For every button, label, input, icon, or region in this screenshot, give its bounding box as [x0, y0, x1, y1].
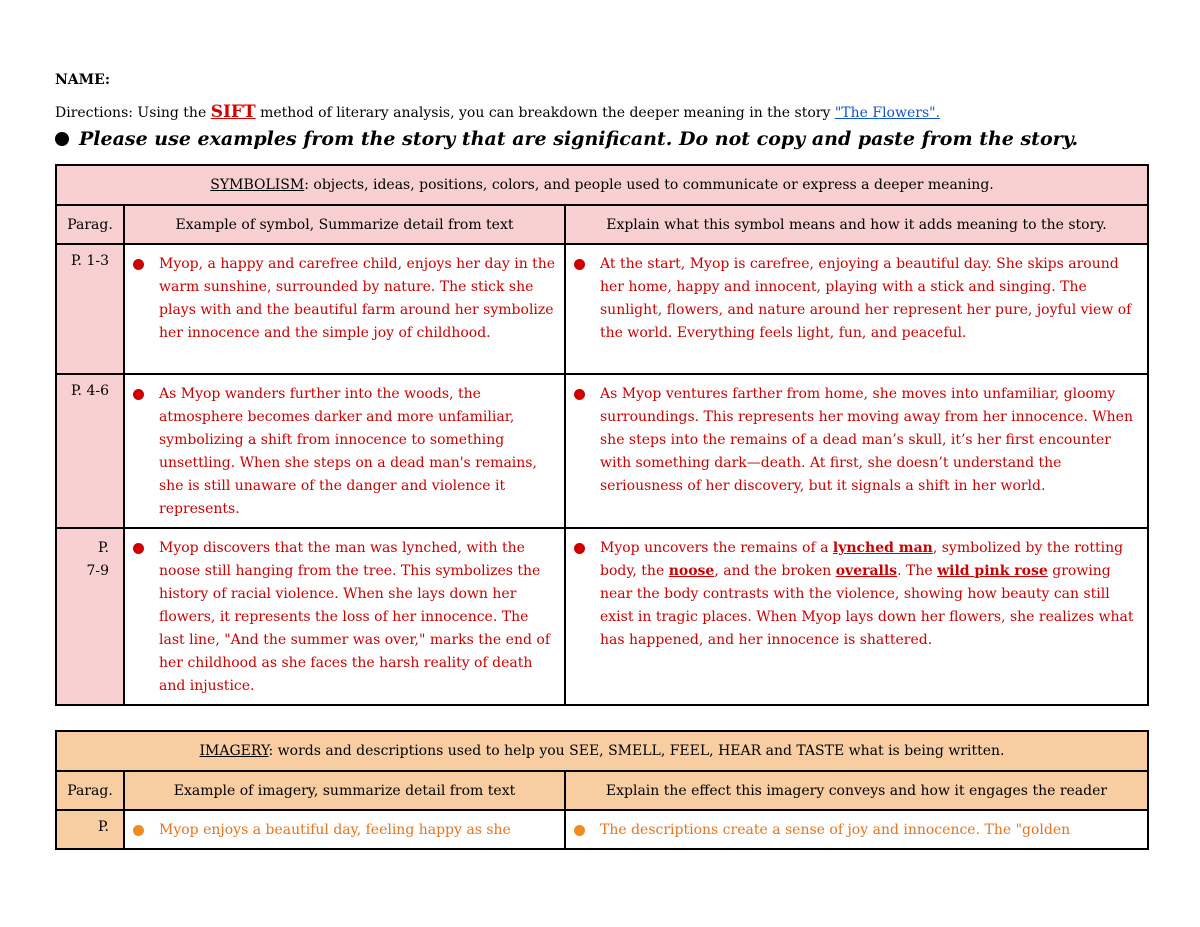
parag-line-2: 7-9: [86, 563, 109, 579]
explain-text: As Myop ventures farther from home, she moves into unfamiliar, gloomy surroundings. This represents her moving away from her innocence. When she steps into the remains of a dead man’s skull, it’s her first encounter with something dark—death. At first, she doesn’t understand the seriousness of her discovery, but it signals a shift in her world.: [600, 386, 1133, 494]
table-row: [56, 244, 1148, 374]
keyword-noose: noose: [668, 563, 715, 579]
example-text: As Myop wanders further into the woods, the atmosphere becomes darker and more unfamiliar, symbolizing a shift from innocence to something unsettling. When she steps on a dead man's remains, she is still unaware of the danger and violence it represents.: [159, 386, 537, 517]
explain-fragment: growing near the body contrasts with the violence, showing how beauty can still exist in tragic places. When Myop lays down her flowers, she realizes what has happened, and her innocence is shattered.: [600, 563, 1134, 648]
col-parag: Parag.: [56, 771, 124, 810]
imagery-header: [56, 731, 1148, 771]
bullet-icon: [574, 543, 585, 554]
bullet-icon: [133, 825, 144, 836]
col-example: Example of imagery, summarize detail from text: [124, 771, 565, 810]
story-title-link[interactable]: "The Flowers".: [834, 105, 941, 121]
example-text: Myop, a happy and carefree child, enjoys her day in the warm sunshine, surrounded by nature. The stick she plays with and the beautiful farm around her symbolize her innocence and the simple joy of childhood.: [159, 256, 556, 341]
emphasis-text: Please use examples from the story that are significant. Do not copy and paste from the story.: [79, 128, 1079, 150]
col-explain: Explain what this symbol means and how it adds meaning to the story.: [565, 205, 1148, 244]
explain-cell[interactable]: [565, 528, 1148, 705]
example-text: Myop discovers that the man was lynched, with the noose still hanging from the tree. This symbolizes the history of racial violence. When she lays down her flowers, it represents the loss of her innocence. The last line, "And the summer was over," marks the end of her childhood as she faces the harsh reality of death and injustice.: [159, 540, 550, 694]
directions-text-start: Directions: Using the: [55, 105, 211, 121]
table-row: [56, 374, 1148, 528]
explain-fragment: Myop uncovers the remains of a: [600, 540, 833, 556]
emphasis-note: [55, 128, 1147, 150]
parag-cell: [56, 528, 124, 705]
example-cell[interactable]: [124, 244, 565, 374]
explain-text: At the start, Myop is carefree, enjoying a beautiful day. She skips around her home, happy and innocent, playing with a stick and singing. The sunlight, flowers, and nature around her represent her pure, joyful view of the world. Everything feels light, fun, and peaceful.: [600, 256, 1132, 341]
table-spacer: [55, 706, 1147, 730]
symbolism-table: [55, 164, 1149, 706]
keyword-wild-pink-rose: wild pink rose: [937, 563, 1048, 579]
col-explain: Explain the effect this imagery conveys and how it engages the reader: [565, 771, 1148, 810]
symbolism-term: SYMBOLISM: [210, 177, 305, 193]
parag-cell: P. 4-6: [56, 374, 124, 528]
explain-cell[interactable]: [565, 810, 1148, 849]
parag-line-1: P.: [97, 540, 109, 556]
symbolism-header: [56, 165, 1148, 205]
bullet-icon: [133, 389, 144, 400]
explain-cell[interactable]: [565, 374, 1148, 528]
explain-fragment: . The: [897, 563, 938, 579]
example-cell[interactable]: [124, 374, 565, 528]
bullet-icon: [133, 259, 144, 270]
col-example: Example of symbol, Summarize detail from text: [124, 205, 565, 244]
example-cell[interactable]: [124, 528, 565, 705]
name-label: NAME:: [55, 72, 110, 88]
explain-fragment: , symbolized by the rotting body, the: [600, 540, 1124, 579]
explain-fragment: , and the broken: [714, 563, 836, 579]
explain-text: The descriptions create a sense of joy and innocence. The "golden: [600, 822, 1071, 838]
table-row: [56, 810, 1148, 849]
imagery-table: [55, 730, 1149, 850]
parag-cell: P. 1-3: [56, 244, 124, 374]
example-cell[interactable]: [124, 810, 565, 849]
table-row: [56, 528, 1148, 705]
explain-text: [600, 537, 1139, 652]
bullet-icon: [133, 543, 144, 554]
directions: [55, 102, 1147, 122]
keyword-lynched-man: lynched man: [832, 540, 933, 556]
example-text: Myop enjoys a beautiful day, feeling happy as she: [159, 822, 511, 838]
bullet-icon: [55, 132, 69, 146]
worksheet-page: [55, 72, 1147, 850]
imagery-term: IMAGERY: [199, 743, 269, 759]
imagery-definition: : words and descriptions used to help you SEE, SMELL, FEEL, HEAR and TASTE what is being written.: [268, 743, 1005, 759]
bullet-icon: [574, 825, 585, 836]
keyword-overalls: overalls: [835, 563, 898, 579]
sift-term: SIFT: [210, 102, 256, 122]
bullet-icon: [574, 389, 585, 400]
bullet-icon: [574, 259, 585, 270]
symbolism-definition: : objects, ideas, positions, colors, and people used to communicate or express a deeper meaning.: [304, 177, 994, 193]
explain-cell[interactable]: [565, 244, 1148, 374]
col-parag: Parag.: [56, 205, 124, 244]
directions-text-middle: method of literary analysis, you can breakdown the deeper meaning in the story: [255, 105, 835, 121]
parag-cell: P.: [56, 810, 124, 849]
